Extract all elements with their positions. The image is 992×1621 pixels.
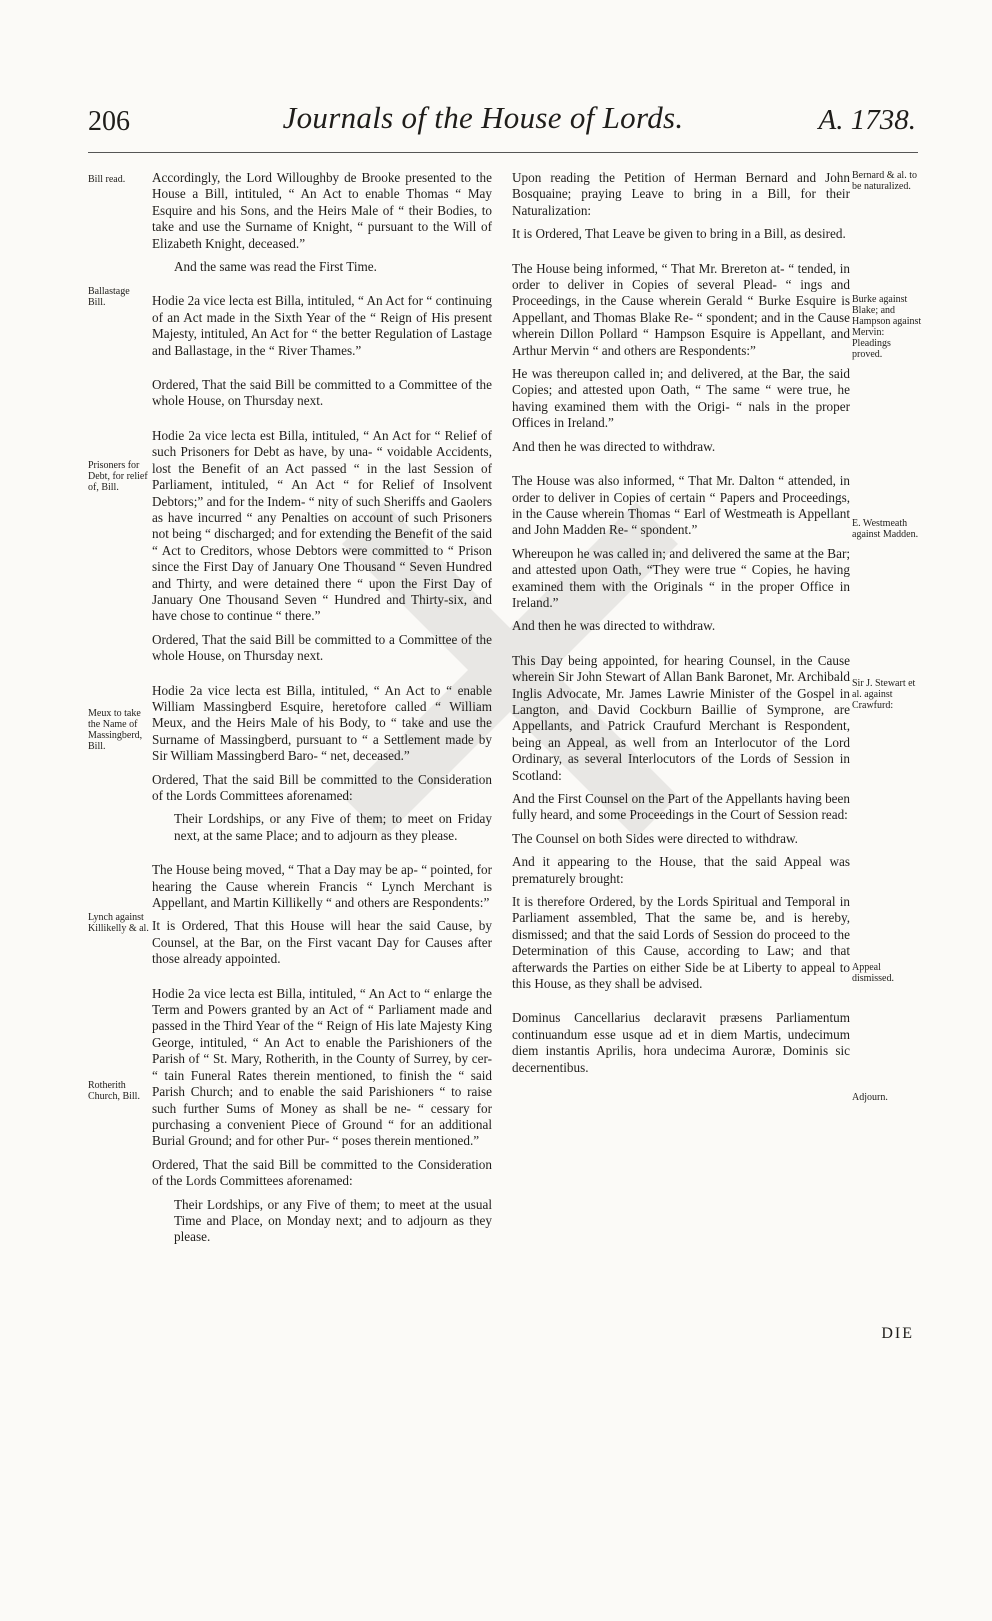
paragraph-counsel-withdraw: The Counsel on both Sides were directed to withdraw. (512, 830, 798, 846)
margin-note-bernard: Bernard & al. to be naturalized. (852, 170, 917, 192)
paragraph-prisoners-bill: Hodie 2a vice lecta est Billa, intituled, “ An Act for “ Relief of such Prisoners for Debt as have, by una- “ voidable Accidents, lost the Benefit of an Act passed “ in the last Session of Parliament, intituled, “ An Act “ for Relief of Insolvent Debtors;” and for the Indem- “ nity of such Sheriffs and Gaolers as have incurred “ any Penalties on account of such Prisoners not being “ discharged; and for extending the Benefit of the said “ Act to Creditors, whose Debtors were committed to “ Prison since the First Day of January One Thousand “ Seven Hundred and Thirty, and were detained there “ upon the First Day of January One Thousand Seven “ Hundred and Thirty-six, and have chose to continue “ there.” (152, 427, 492, 624)
year-label: A. 1738. (818, 104, 916, 136)
header-rule (88, 152, 918, 153)
paragraph-prisoners-order: Ordered, That the said Bill be committed to a Committee of the whole House, on Thursday next. (152, 631, 492, 664)
paragraph-lynch-order: It is Ordered, That this House will hear the said Cause, by Counsel, at the Bar, on the First vacant Day for Causes after those already appointed. (152, 918, 492, 967)
paragraph-ballastage-order: Ordered, That the said Bill be committed to a Committee of the whole House, on Thursday next. (152, 377, 492, 409)
right-column (512, 170, 850, 1083)
paragraph-brereton-withdraw: And then he was directed to withdraw. (512, 438, 716, 454)
paragraph-appeal-premature: And it appearing to the House, that the said Appeal was prematurely brought: (512, 854, 850, 886)
page-header (88, 100, 916, 156)
paragraph-bernard-order: It is Ordered, That Leave be given to bring in a Bill, as desired. (512, 226, 846, 242)
paragraph-rotherith-order: Ordered, That the said Bill be committed to the Consideration of the Lords Committees aforenamed: (152, 1156, 492, 1189)
paragraph-brereton-informed: The House being informed, “ That Mr. Brereton at- “ tended, in order to deliver in Copies of several Plead- “ ings and Proceedings, in the Cause wherein Gerald “ Burke Esquire is Appellant, and Thomas Blake Re- “ spondent; and in the Cause wherein Dillon Pollard “ Hampson Esquire is Appellant, and Arthur Mervin “ and others are Respondents:” (512, 260, 850, 358)
catchword: DIE (881, 1325, 914, 1342)
paragraph-meux-bill: Hodie 2a vice lecta est Billa, intituled, “ An Act to “ enable William Massingberd Esquire, heretofore called “ William Meux, and the Heirs Male of his Body, to “ take and use the Surname of Massingberd, pursuant to “ a Settlement made by Sir William Massingberd Baro- “ net, deceased.” (152, 682, 492, 764)
margin-note-prisoners: Prisoners for Debt, for relief of, Bill. (88, 460, 148, 493)
paragraph-bill-presented: Accordingly, the Lord Willoughby de Brooke presented to the House a Bill, intituled, “ An Act to enable Thomas “ May Esquire and his Sons, and the Heirs Male of “ their Bodies, to take and use the Surname of Knight, “ pursuant to the Will of Elizabeth Knight, deceased.” (152, 170, 492, 251)
paragraph-lynch-motion: The House being moved, “ That a Day may be ap- “ pointed, for hearing the Cause wherein Francis “ Lynch Merchant is Appellant, and Martin Killikelly “ and others are Respondents:” (152, 862, 492, 911)
paragraph-dalton-informed: The House was also informed, “ That Mr. Dalton “ attended, in order to deliver in Copies of certain “ Papers and Proceedings, in the Cause wherein Thomas “ Earl of Westmeath is Appellant and John Madden Re- “ spondent.” (512, 473, 850, 538)
paragraph-meux-meeting: Their Lordships, or any Five of them; to meet on Friday next, at the same Place; and to adjourn as they please. (174, 811, 492, 843)
margin-note-ballastage: Ballastage Bill. (88, 286, 130, 308)
paragraph-first-reading: And the same was read the First Time. (174, 259, 377, 275)
paragraph-brereton-oath: He was thereupon called in; and delivered, at the Bar, the said Copies; and attested upon Oath, “ The same “ were true, he having examined them with the Origi- “ nals in the proper Offices in Ireland.” (512, 366, 850, 431)
margin-note-bill-read: Bill read. (88, 174, 126, 185)
margin-note-burke: Burke against Blake; and Hampson against Mervin: Pleadings proved. (852, 294, 922, 360)
paragraph-stewart-counsel: And the First Counsel on the Part of the Appellants having been fully heard, and some Proceedings in the Court of Session read: (512, 791, 850, 823)
paragraph-dalton-oath: Whereupon he was called in; and delivered the same at the Bar; and attested upon Oath, “They were true “ Copies, he having examined them with the Originals “ in the proper Office in Ireland.” (512, 545, 850, 610)
page-number: 206 (88, 106, 130, 137)
margin-note-meux: Meux to take the Name of Massingberd, Bill. (88, 708, 143, 752)
paragraph-bernard-petition: Upon reading the Petition of Herman Bernard and John Bosquaine; praying Leave to bring in a Bill, for their Naturalization: (512, 170, 850, 218)
paragraph-adjournment: Dominus Cancellarius declaravit præsens Parliamentum continuandum esse usque ad et in diem Martis, undecimum diem instantis Aprilis, hora undecima Auroræ, Dominis sic decernentibus. (512, 1010, 850, 1075)
margin-note-rotherith: Rotherith Church, Bill. (88, 1080, 140, 1102)
margin-note-adjourn: Adjourn. (852, 1092, 888, 1103)
paragraph-ballastage-bill: Hodie 2a vice lecta est Billa, intituled, “ An Act for “ continuing of an Act made in the Sixth Year of the “ Reign of His present Majesty, intituled, An Act for “ the better Regulation of Lastage and Ballastage, in the “ River Thames.” (152, 293, 492, 358)
paragraph-appeal-dismissed: It is therefore Ordered, by the Lords Spiritual and Temporal in Parliament assembled, That the same be, and is hereby, dismissed; and that the said Lords of Session do proceed to the Determination of this Cause, according to Law; and that afterwards the Parties on either Side be at Liberty to appeal to this House, as they shall be advised. (512, 894, 850, 992)
margin-note-lynch: Lynch against Killikelly & al. (88, 912, 149, 934)
journal-title: Journals of the House of Lords. (282, 100, 684, 135)
margin-note-appeal-dismissed: Appeal dismissed. (852, 962, 894, 984)
paragraph-meux-order: Ordered, That the said Bill be committed to the Consideration of the Lords Committees aforenamed: (152, 771, 492, 803)
left-column (152, 170, 492, 1253)
paragraph-rotherith-meeting: Their Lordships, or any Five of them; to meet at the usual Time and Place, on Monday next; and to adjourn as they please. (174, 1196, 492, 1245)
margin-note-stewart: Sir J. Stewart et al. against Crawfurd: (852, 678, 916, 711)
paragraph-dalton-withdraw: And then he was directed to withdraw. (512, 618, 716, 634)
paragraph-stewart-hearing: This Day being appointed, for hearing Counsel, in the Cause wherein Sir John Stewart of Allan Bank Baronet, Mr. Archibald Inglis Advocate, Mr. James Lawrie Minister of the Gospel in Langton, and David Cockburn Baillie of Symprone, are Appellants, and Patrick Craufurd Merchant is Respondent, being an Appeal, as well from an Interlocutor of the Lord Ordinary, as several Interlocutors of the Lords of Session in Scotland: (512, 652, 850, 783)
margin-note-westmeath: E. Westmeath against Madden. (852, 518, 919, 540)
paragraph-rotherith-bill: Hodie 2a vice lecta est Billa, intituled, “ An Act to “ enlarge the Term and Powers granted by an Act of “ Parliament made and passed in the Third Year of the “ Reign of His late Majesty King George, intituled, “ An Act to enable the Parishioners of the Parish of “ St. Mary, Rotherith, in the County of Surrey, by cer- “ tain Funeral Rates therein mentioned, to finish the “ said Parish Church; and to enable the said Parishioners “ to raise such further Sums of Money as shall be ne- “ cessary for purchasing a convenient Piece of Ground “ for an additional Burial Ground; and for other Pur- “ poses therein mentioned.” (152, 985, 492, 1149)
